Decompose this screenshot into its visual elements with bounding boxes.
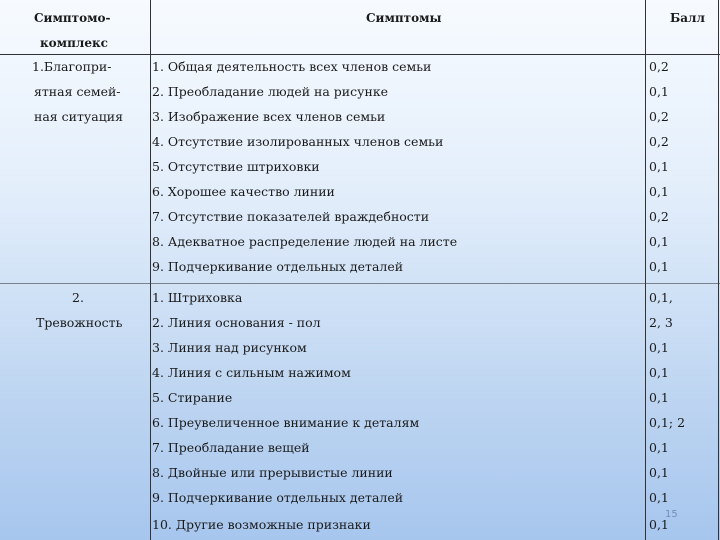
- header-complex-line1: Симптомо-: [34, 11, 111, 25]
- g1-symptom-7: 7. Отсутствие показателей враждебности: [152, 209, 430, 224]
- col-divider-2: [645, 0, 646, 540]
- g2-symptom-10: 10. Другие возможные признаки: [152, 517, 371, 532]
- g2-symptom-7: 7. Преобладание вещей: [152, 440, 310, 455]
- g1-symptom-3: 3. Изображение всех членов семьи: [152, 109, 386, 124]
- group1-name-line3: ная ситуация: [34, 109, 123, 124]
- g1-symptom-2: 2. Преобладание людей на рисунке: [152, 84, 389, 99]
- group2-name-line1: 2.: [72, 290, 84, 305]
- g2-score-3: 0,1: [649, 340, 669, 355]
- g1-score-5: 0,1: [649, 159, 669, 174]
- col-divider-1: [150, 0, 151, 540]
- group2-name-line2: Тревожность: [36, 315, 123, 330]
- g1-score-2: 0,1: [649, 84, 669, 99]
- g2-score-4: 0,1: [649, 365, 669, 380]
- g1-symptom-5: 5. Отсутствие штриховки: [152, 159, 320, 174]
- header-score: Балл: [670, 11, 705, 25]
- g2-score-2: 2, 3: [649, 315, 673, 330]
- group1-name-line1: 1.Благопри-: [32, 59, 112, 74]
- g2-score-1: 0,1,: [649, 290, 673, 305]
- col-divider-right: [718, 0, 719, 540]
- g2-score-7: 0,1: [649, 440, 669, 455]
- group1-name-line2: ятная семей-: [34, 84, 121, 99]
- g2-symptom-2: 2. Линия основания - пол: [152, 315, 321, 330]
- group-divider-line: [0, 283, 720, 284]
- g1-score-6: 0,1: [649, 184, 669, 199]
- header-symptoms: Симптомы: [366, 11, 442, 25]
- g1-score-9: 0,1: [649, 259, 669, 274]
- g1-symptom-6: 6. Хорошее качество линии: [152, 184, 335, 199]
- g2-symptom-3: 3. Линия над рисунком: [152, 340, 307, 355]
- g2-symptom-6: 6. Преувеличенное внимание к деталям: [152, 415, 420, 430]
- g2-score-10: 0,1: [649, 517, 669, 532]
- g1-score-8: 0,1: [649, 234, 669, 249]
- g1-score-3: 0,2: [649, 109, 669, 124]
- g2-score-6: 0,1; 2: [649, 415, 686, 430]
- header-bottom-line: [0, 54, 720, 55]
- g1-score-1: 0,2: [649, 59, 669, 74]
- g1-symptom-9: 9. Подчеркивание отдельных деталей: [152, 259, 404, 274]
- g1-symptom-1: 1. Общая деятельность всех членов семьи: [152, 59, 432, 74]
- g1-symptom-8: 8. Адекватное распределение людей на листе: [152, 234, 458, 249]
- g2-symptom-4: 4. Линия с сильным нажимом: [152, 365, 351, 380]
- g2-symptom-9: 9. Подчеркивание отдельных деталей: [152, 490, 404, 505]
- header-complex-line2: комплекс: [40, 36, 108, 50]
- g2-symptom-1: 1. Штриховка: [152, 290, 243, 305]
- g2-score-9: 0,1: [649, 490, 669, 505]
- g1-symptom-4: 4. Отсутствие изолированных членов семьи: [152, 134, 444, 149]
- g2-symptom-8: 8. Двойные или прерывистые линии: [152, 465, 393, 480]
- page-number: 15: [665, 509, 678, 520]
- g2-score-8: 0,1: [649, 465, 669, 480]
- g2-score-5: 0,1: [649, 390, 669, 405]
- g1-score-7: 0,2: [649, 209, 669, 224]
- g2-symptom-5: 5. Стирание: [152, 390, 233, 405]
- g1-score-4: 0,2: [649, 134, 669, 149]
